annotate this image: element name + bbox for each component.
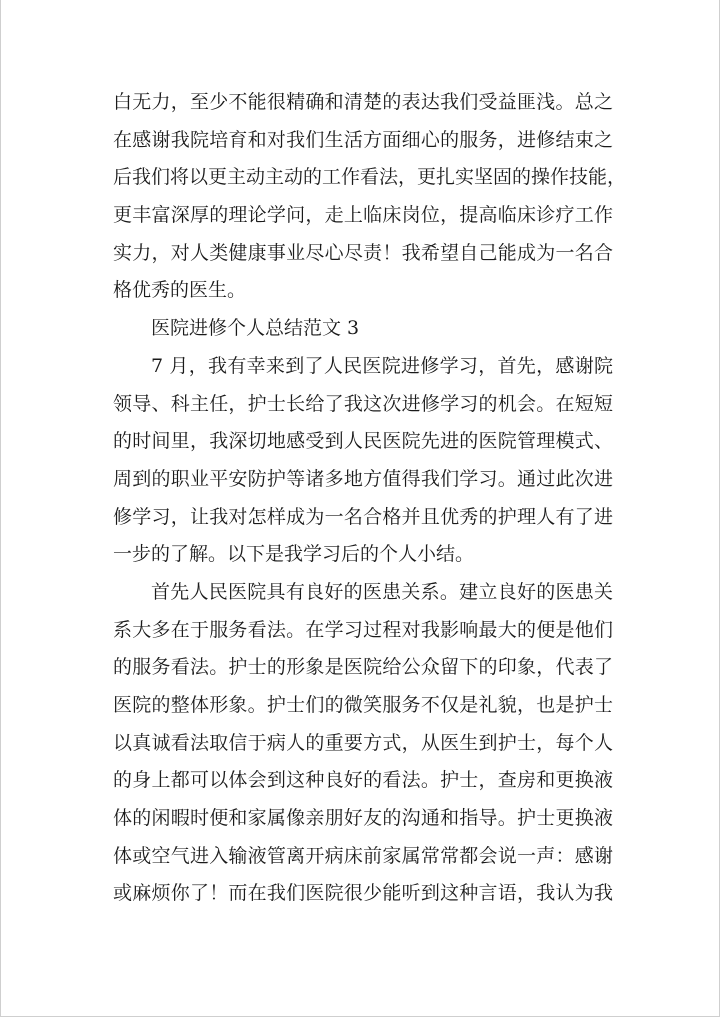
paragraph-line: 7 月，我有幸来到了人民医院进修学习，首先，感谢院 — [151, 354, 613, 377]
paragraph-line: 首先人民医院具有良好的医患关系。建立良好的医患关 — [151, 580, 613, 603]
paragraph-line: 修学习，让我对怎样成为一名合格并且优秀的护理人有了进 — [113, 505, 613, 528]
paragraph-line: 格优秀的医生。 — [113, 279, 247, 302]
paragraph-line: 更丰富深厚的理论学问，走上临床岗位，提高临床诊疗工作 — [113, 204, 613, 227]
paragraph-line: 以真诚看法取信于病人的重要方式，从医生到护士，每个人 — [113, 731, 613, 754]
paragraph-line: 领导、科主任，护士长给了我这次进修学习的机会。在短短 — [113, 392, 613, 415]
paragraph-line: 一步的了解。以下是我学习后的个人小结。 — [113, 543, 475, 566]
paragraph-line: 体的闲暇时便和家属像亲朋好友的沟通和指导。护士更换液 — [113, 807, 613, 830]
paragraph-line: 的身上都可以体会到这种良好的看法。护士，查房和更换液 — [113, 769, 613, 792]
paragraph-line: 系大多在于服务看法。在学习过程对我影响最大的便是他们 — [113, 618, 613, 641]
paragraph-line: 医院的整体形象。护士们的微笑服务不仅是礼貌，也是护士 — [113, 694, 613, 716]
paragraph-line: 实力，对人类健康事业尽心尽责！我希望自己能成为一名合 — [113, 241, 613, 264]
paragraph-line: 后我们将以更主动主动的工作看法，更扎实坚固的操作技能， — [113, 166, 627, 189]
paragraph-line: 的时间里，我深切地感受到人民医院先进的医院管理模式、 — [113, 430, 613, 453]
paragraph-line: 体或空气进入输液管离开病床前家属常常都会说一声：感谢 — [113, 844, 613, 867]
paragraph-line: 周到的职业平安防护等诸多地方值得我们学习。通过此次进 — [113, 467, 613, 490]
section-heading: 医院进修个人总结范文 3 — [151, 317, 360, 340]
paragraph-line: 白无力，至少不能很精确和清楚的表达我们受益匪浅。总之 — [113, 91, 613, 113]
paragraph-line: 或麻烦你了！而在我们医院很少能听到这种言语，我认为我 — [113, 882, 613, 905]
paragraph-line: 在感谢我院培育和对我们生活方面细心的服务，进修结束之 — [113, 128, 613, 151]
document-body — [113, 84, 627, 913]
paragraph-line: 的服务看法。护士的形象是医院给公众留下的印象，代表了 — [113, 656, 613, 679]
